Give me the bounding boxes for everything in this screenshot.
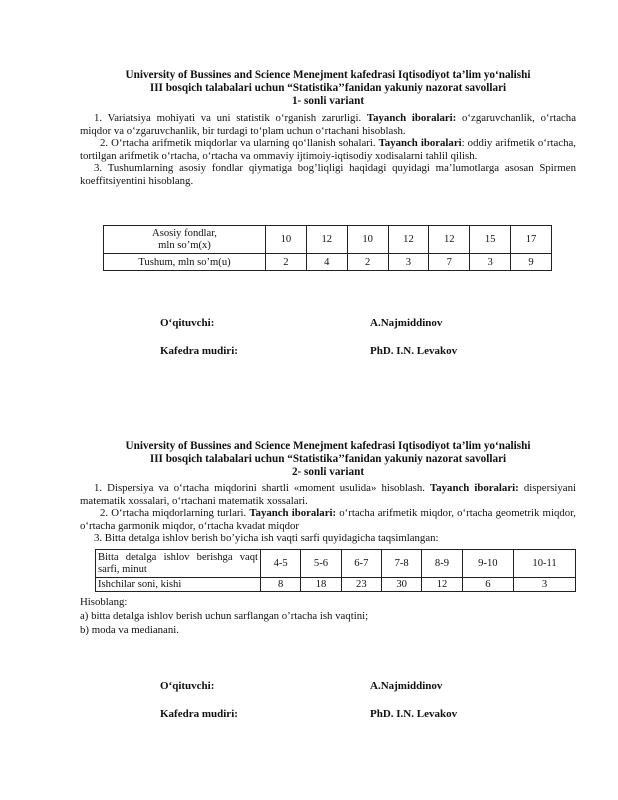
question-1: 1. Dispersiya va o‘rtacha miqdorini shartli «moment usulida» hisoblash. Tayanch iboralari: dispersiyani matematik xossalari, o‘rtachani matematik xossalari. [80, 482, 576, 507]
question-3: 3. Tushumlarning asosiy fondlar qiymatiga bog’liqligi haqidagi quyidagi ma’lumotlarga asosan Spirmen koeffitsiyentini hisoblang. [80, 162, 576, 187]
head-name: PhD. I.N. Levakov [370, 345, 458, 357]
table-row: Ishchilar soni, kishi 8 18 23 30 12 6 3 [96, 578, 576, 592]
head-label: Kafedra mudiri: [160, 708, 238, 720]
variant-1-header [80, 69, 576, 108]
table-row: Asosiy fondlar, mln so’m(x) 10 12 10 12 12 15 17 [104, 226, 552, 254]
variant-1-questions [80, 112, 576, 188]
course-title: III bosqich talabalari uchun “Statistika’’fanidan yakuniy nazorat savollari [149, 453, 507, 465]
calculate-heading: Hisoblang: [80, 596, 128, 608]
fonds-income-table [103, 225, 552, 271]
question-1: 1. Variatsiya mohiyati va uni statistik o‘rganish zarurligi. Tayanch iboralari: o‘zgaruvchanlik, o‘rtacha miqdor va o‘zgaruvchanlik, bir turdagi to‘plam uchun o‘rtachani hisoblash. [80, 112, 576, 137]
teacher-label: O‘qituvchi: [160, 680, 215, 692]
course-title: III bosqich talabalari uchun “Statistika’’fanidan yakuniy nazorat savollari [149, 82, 507, 94]
university-title: University of Bussines and Science Menejment kafedrasi Iqtisodiyot ta’lim yo‘nalishi [125, 69, 531, 81]
table-row: Bitta detalga ishlov berishga vaqt sarfi, minut 4-5 5-6 6-7 7-8 8-9 9-10 10-11 [96, 550, 576, 578]
task-a: a) bitta detalga ishlov berish uchun sarflangan o’rtacha ish vaqtini; [80, 610, 369, 622]
variant-title: 2- sonli variant [291, 466, 365, 478]
task-b: b) moda va medianani. [80, 624, 179, 636]
teacher-name: A.Najmiddinov [370, 317, 443, 329]
head-name: PhD. I.N. Levakov [370, 708, 458, 720]
question-2: 2. O‘rtacha miqdorlarning turlari. Tayanch iboralari: o‘rtacha arifmetik miqdor, o‘rtacha geometrik miqdor, o‘rtacha garmonik miqdor, o‘rtacha kvadat miqdor [80, 507, 577, 532]
teacher-name: A.Najmiddinov [370, 680, 443, 692]
head-label: Kafedra mudiri: [160, 345, 238, 357]
question-3: 3. Bitta detalga ishlov berish bo’yicha ish vaqti sarfi quyidagicha taqsimlangan: [94, 532, 439, 545]
variant-2-questions [80, 482, 576, 545]
university-title: University of Bussines and Science Menejment kafedrasi Iqtisodiyot ta’lim yo‘nalishi [125, 440, 531, 452]
variant-2-header [80, 440, 576, 479]
variant-title: 1- sonli variant [291, 95, 365, 107]
work-time-table [95, 549, 576, 592]
question-2: 2. O‘rtacha arifmetik miqdorlar va ularning qo‘llanish sohalari. Tayanch iboralari: oddiy arifmetik o‘rtacha, tortilgan arifmetik o‘rtacha, o‘rtacha va ommaviy ijtimoiy-iqtisodiy xodisalarni tahlil qilish. [80, 137, 576, 162]
teacher-label: O‘qituvchi: [160, 317, 215, 329]
table-row: Tushum, mln so’m(u) 2 4 2 3 7 3 9 [104, 254, 552, 271]
